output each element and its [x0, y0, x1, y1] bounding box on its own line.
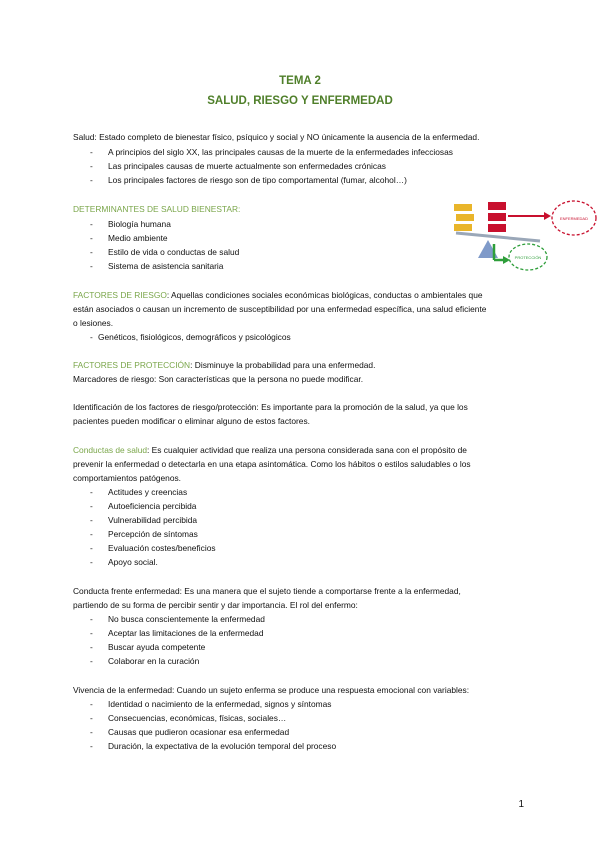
list-item: - Los principales factores de riesgo son de tipo comportamental (fumar, alcohol…)	[73, 173, 453, 187]
factores-proteccion-paragraph	[73, 358, 523, 386]
conducta-enfermedad-list	[73, 612, 265, 668]
determinantes-list	[73, 217, 239, 273]
list-item: - Buscar ayuda competente	[73, 640, 265, 654]
list-item: - Apoyo social.	[73, 555, 216, 569]
list-item: - Sistema de asistencia sanitaria	[73, 259, 239, 273]
list-item: - Identidad o nacimiento de la enfermedad, signos y síntomas	[73, 697, 336, 711]
conducta-enfermedad-paragraph	[73, 584, 543, 612]
list-item: - No busca conscientemente la enfermedad	[73, 612, 265, 626]
identificacion-text: Identificación de los factores de riesgo/protección: Es importante para la promoción de la salud, ya que los	[73, 402, 468, 412]
yellow-block	[456, 214, 474, 221]
list-item: - Medio ambiente	[73, 231, 239, 245]
conductas-text: : Es cualquier actividad que realiza una persona considerada sana con el propósito de	[147, 445, 467, 455]
list-item: - Estilo de vida o conductas de salud	[73, 245, 239, 259]
conductas-text: comportamientos patógenos.	[73, 473, 182, 483]
factores-riesgo-text: : Aquellas condiciones sociales económicas biológicas, conductas o ambientales que	[166, 290, 483, 300]
list-item: - Percepción de síntomas	[73, 527, 216, 541]
red-circle-label: ENFERMEDAD	[559, 216, 589, 221]
list-item: - A principios del siglo XX, las principales causas de la muerte de la enfermedades infecciosas	[73, 145, 453, 159]
red-arrow-head	[544, 212, 551, 220]
balance-beam	[456, 233, 540, 241]
factores-riesgo-paragraph	[73, 288, 543, 330]
list-item: - Causas que pudieron ocasionar esa enfermedad	[73, 725, 336, 739]
factores-riesgo-label: FACTORES DE RIESGO	[73, 290, 167, 300]
vivencia-list	[73, 697, 336, 753]
salud-label: Salud:	[73, 132, 97, 142]
list-item: - Biología humana	[73, 217, 239, 231]
list-item: - Autoeficiencia percibida	[73, 499, 216, 513]
factores-riesgo-text: están asociados o causan un incremento de susceptibilidad por una enfermedad específica, una salud eficiente	[73, 304, 487, 314]
yellow-block	[454, 224, 472, 231]
red-block	[488, 202, 506, 210]
determinantes-heading: DETERMINANTES DE SALUD BIENESTAR:	[73, 204, 241, 214]
page-number: 1	[518, 799, 524, 810]
factores-riesgo-text: o lesiones.	[73, 318, 114, 328]
identificacion-paragraph	[73, 400, 543, 428]
conductas-label: Conductas de salud	[73, 445, 148, 455]
list-item: - Genéticos, fisiológicos, demográficos y psicológicos	[73, 330, 291, 344]
list-item: - Aceptar las limitaciones de la enfermedad	[73, 626, 265, 640]
factores-proteccion-text: : Disminuye la probabilidad para una enfermedad.	[190, 360, 376, 370]
red-block	[488, 213, 506, 221]
conductas-list	[73, 485, 216, 569]
list-item: - Las principales causas de muerte actualmente son enfermedades crónicas	[73, 159, 453, 173]
list-item: - Evaluación costes/beneficios	[73, 541, 216, 555]
conductas-text: prevenir la enfermedad o detectarla en una etapa asintomática. Como los hábitos o estilos saludables o los	[73, 459, 471, 469]
list-item: - Consecuencias, económicas, físicas, sociales…	[73, 711, 336, 725]
list-item: - Colaborar en la curación	[73, 654, 265, 668]
factores-riesgo-list	[73, 330, 291, 344]
conducta-enfermedad-text: partiendo de su forma de percibir sentir y dar importancia. El rol del enfermo:	[73, 600, 358, 610]
salud-text: Estado completo de bienestar físico, psíquico y social y NO únicamente la ausencia de la enfermedad.	[96, 132, 480, 142]
page-title: TEMA 2	[279, 75, 321, 87]
vivencia-paragraph: Vivencia de la enfermedad: Cuando un sujeto enferma se produce una respuesta emocional con variables:	[73, 685, 470, 695]
identificacion-text: pacientes pueden modificar o eliminar alguno de estos factores.	[73, 416, 310, 426]
list-item: - Duración, la expectativa de la evolución temporal del proceso	[73, 739, 336, 753]
risk-balance-figure	[448, 200, 600, 272]
page-subtitle: SALUD, RIESGO Y ENFERMEDAD	[207, 95, 393, 107]
salud-paragraph	[73, 130, 553, 144]
factores-proteccion-label: FACTORES DE PROTECCIÓN	[73, 360, 191, 370]
green-circle-label: PROTECCIÓN	[514, 255, 542, 260]
list-item: - Actitudes y creencias	[73, 485, 216, 499]
conductas-paragraph	[73, 443, 543, 485]
marcadores-text: Marcadores de riesgo: Son características que la persona no puede modificar.	[73, 374, 364, 384]
yellow-block	[454, 204, 472, 211]
red-block	[488, 224, 506, 232]
salud-list	[73, 145, 453, 187]
list-item: - Vulnerabilidad percibida	[73, 513, 216, 527]
conducta-enfermedad-text: Conducta frente enfermedad: Es una manera que el sujeto tiende a comportarse frente a la enfermedad,	[73, 586, 461, 596]
